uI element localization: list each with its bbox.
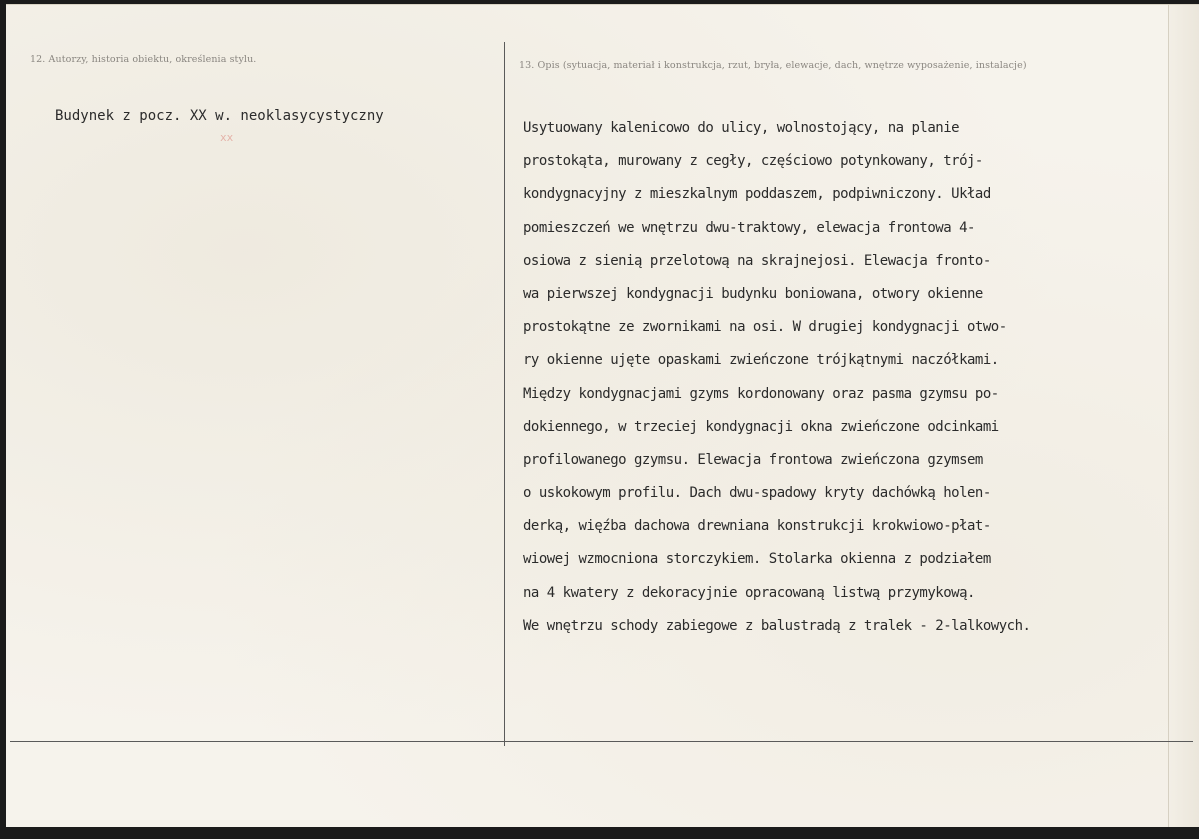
description-line: wa pierwszej kondygnacji budynku boniowana, otwory okienne	[523, 285, 983, 302]
description-line: kondygnacyjny z mieszkalnym poddaszem, podpiwniczony. Układ	[523, 186, 991, 203]
description-line: Między kondygnacjami gzyms kordonowany oraz pasma gzymsu po-	[523, 385, 999, 402]
description-line: profilowanego gzymsu. Elewacja frontowa zwieńczona gzymsem	[523, 451, 983, 468]
field-label-13: 13. Opis (sytuacja, materiał i konstrukcja, rzut, bryła, elewacje, dach, wnętrze wyposażenie, instalacje)	[519, 60, 1027, 71]
stray-mark: xx	[220, 131, 234, 144]
description-line: na 4 kwatery z dekoracyjnie opracowaną listwą przymykową.	[523, 584, 975, 601]
description-line: pomieszczeń we wnętrzu dwu-traktowy, elewacja frontowa 4-	[523, 219, 975, 236]
description-line: derką, więźba dachowa drewniana konstrukcji krokwiowo-płat-	[523, 518, 991, 535]
description-line: prostokątne ze zwornikami na osi. W drugiej kondygnacji otwo-	[523, 319, 1007, 336]
description-line: ry okienne ujęte opaskami zwieńczone trójkątnymi naczółkami.	[523, 352, 999, 369]
bottom-rule	[10, 741, 1193, 742]
description-line: Usytuowany kalenicowo do ulicy, wolnostojący, na planie	[523, 120, 960, 136]
description-line: wiowej wzmocniona storczykiem. Stolarka okienna z podziałem	[523, 551, 991, 568]
column-divider	[504, 42, 505, 746]
description-line: prostokąta, murowany z cegły, częściowo potynkowany, trój-	[523, 153, 983, 170]
description-line: We wnętrzu schody zabiegowe z balustradą z tralek - 2-lalkowych.	[523, 617, 1031, 634]
style-text: Budynek z pocz. XX w. neoklasycystyczny	[55, 108, 384, 124]
field-label-12: 12. Autorzy, historia obiektu, określenia stylu.	[30, 54, 257, 65]
description-line: dokiennego, w trzeciej kondygnacji okna zwieńczone odcinkami	[523, 418, 999, 435]
description-text	[523, 118, 1030, 649]
description-line: o uskokowym profilu. Dach dwu-spadowy kryty dachówką holen-	[523, 485, 991, 502]
sheet-edge	[1168, 5, 1199, 827]
description-line: osiowa z sienią przelotową na skrajnejosi. Elewacja fronto-	[523, 252, 991, 269]
